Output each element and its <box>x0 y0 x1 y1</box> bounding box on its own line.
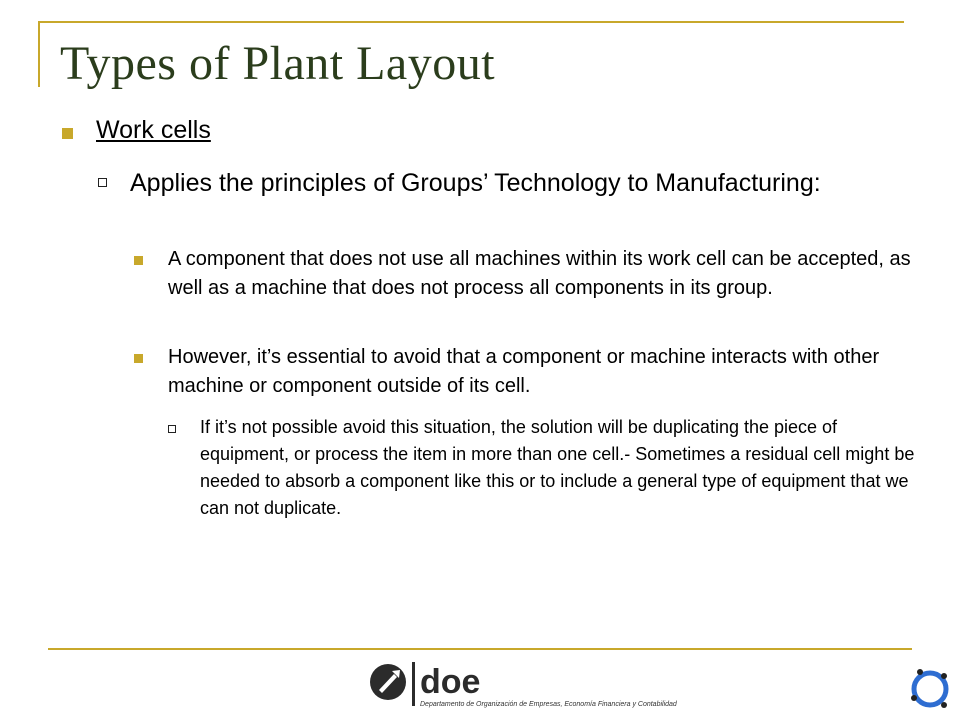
avoid-interaction-text: However, it’s essential to avoid that a component or machine interacts with other machine or component outside of its cell. <box>168 346 880 397</box>
footer <box>0 650 960 720</box>
heading-work-cells: Work cells <box>96 116 211 144</box>
left-border-line <box>38 21 40 87</box>
square-bullet-icon <box>134 354 143 363</box>
logo-divider <box>412 662 415 706</box>
square-bullet-icon <box>134 256 143 265</box>
duplication-solution-text: If it’s not possible avoid this situation, the solution will be duplicating the piece of equipment, or process the item in more than one cell.- Sometimes a residual cell might be needed to absorb a component like this or to include a general type of equipment that we can not duplicate. <box>200 417 915 518</box>
doe-logo <box>0 650 960 720</box>
logo-text: doe <box>420 663 481 701</box>
top-border-line <box>38 21 904 23</box>
hollow-square-bullet-icon <box>98 178 107 187</box>
logo-subtitle: Departamento de Organización de Empresas, Economía Financiera y Contabilidad <box>420 701 677 708</box>
component-acceptance-text: A component that does not use all machines within its work cell can be accepted, as well as a machine that does not process all components in its group. <box>168 248 911 299</box>
principles-text: Applies the principles of Groups’ Technology to Manufacturing: <box>130 169 821 197</box>
hollow-square-bullet-icon <box>168 425 176 433</box>
slide-title: Types of Plant Layout <box>60 37 496 90</box>
ring-icon <box>914 673 946 705</box>
square-bullet-icon <box>62 128 73 139</box>
